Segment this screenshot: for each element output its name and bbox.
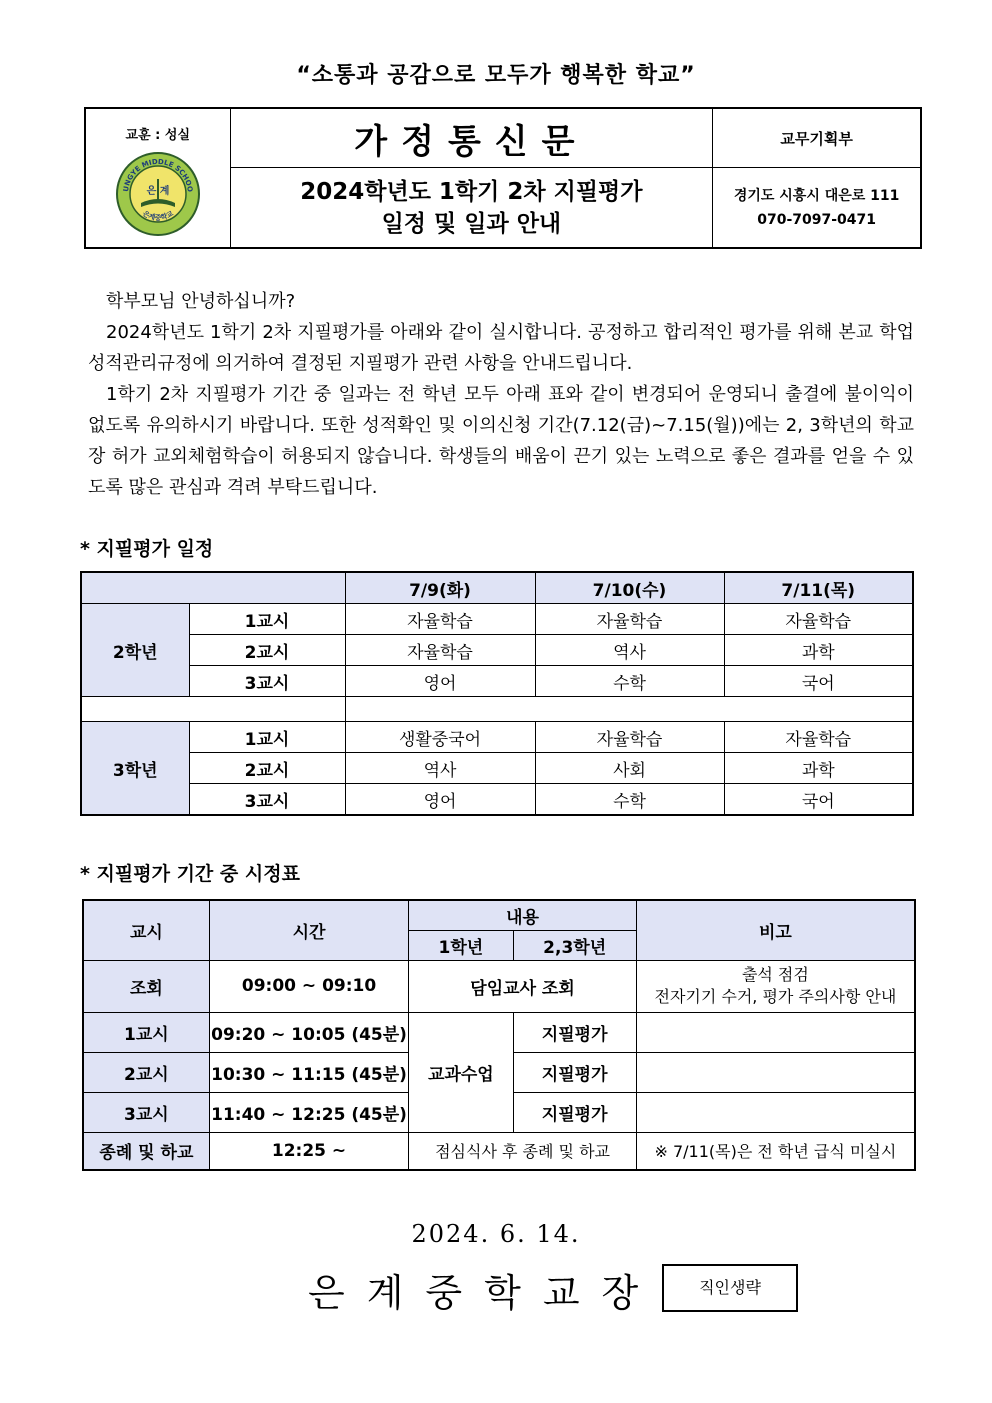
period-label: 2교시 [189, 753, 345, 784]
period-label: 3교시 [189, 666, 345, 697]
subject-cell: 국어 [724, 666, 913, 697]
grade23-activity: 지필평가 [513, 1052, 636, 1092]
subtitle-line-1: 2024학년도 1학기 2차 지필평가 [300, 178, 643, 205]
note-line: 출석 점검 [741, 965, 809, 984]
greeting: 학부모님 안녕하십니까? [106, 291, 296, 312]
note-line: 전자기기 수거, 평가 주의사항 안내 [654, 987, 897, 1006]
dismissal-content: 점심식사 후 종례 및 하교 [409, 1132, 637, 1170]
period-label: 2교시 [189, 635, 345, 666]
exam-schedule-table [80, 571, 914, 816]
issue-date: 2024. 6. 14. [411, 1220, 581, 1248]
homeroom-label: 조회 [83, 960, 209, 1012]
date-header: 7/11(목) [724, 572, 913, 604]
period-label: 3교시 [189, 784, 345, 816]
grade-label: 3학년 [81, 722, 189, 816]
grade23-header: 2,3학년 [513, 930, 636, 960]
subject-cell: 자율학습 [345, 604, 535, 635]
homeroom-note [636, 960, 915, 1012]
grade23-activity: 지필평가 [513, 1092, 636, 1132]
subject-cell: 영어 [345, 666, 535, 697]
subject-cell: 자율학습 [724, 722, 913, 753]
subtitle-line-2: 일정 및 일과 안내 [381, 210, 562, 237]
note-header: 비고 [636, 900, 915, 960]
period-time: 09:20 ~ 10:05 (45분) [209, 1012, 408, 1052]
note-cell [636, 1092, 915, 1132]
timetable-table [82, 899, 916, 1171]
date-header: 7/9(화) [345, 572, 535, 604]
school-logo-icon [115, 151, 201, 237]
school-phone: 070-7097-0471 [757, 211, 876, 228]
subject-cell: 역사 [535, 635, 724, 666]
principal-name: 은계중학교장 [308, 1271, 661, 1315]
dismissal-time: 12:25 ~ [209, 1132, 408, 1170]
grade1-header: 1학년 [409, 930, 513, 960]
subject-cell: 자율학습 [535, 722, 724, 753]
subject-cell: 과학 [724, 753, 913, 784]
school-slogan: “소통과 공감으로 모두가 행복한 학교” [296, 63, 696, 88]
exam-schedule-heading: * 지필평가 일정 [80, 538, 214, 560]
subject-cell: 과학 [724, 635, 913, 666]
subject-cell: 역사 [345, 753, 535, 784]
subject-cell: 영어 [345, 784, 535, 816]
period-time: 11:40 ~ 12:25 (45분) [209, 1092, 408, 1132]
paragraph-1: 2024학년도 1학기 2차 지필평가를 아래와 같이 실시합니다. 공정하고 합리적인 평가를 위해 본교 학업성적관리규정에 의거하여 결정된 지필평가 관련 사항을 안내드립니다. [88, 322, 914, 374]
spacer-cell [345, 697, 913, 722]
subject-cell: 자율학습 [724, 604, 913, 635]
homeroom-time: 09:00 ~ 09:10 [209, 960, 408, 1012]
period-label: 3교시 [83, 1092, 209, 1132]
period-label: 1교시 [189, 604, 345, 635]
school-address: 경기도 시흥시 대은로 111 [733, 187, 900, 204]
timetable-heading: * 지필평가 기간 중 시정표 [80, 863, 300, 885]
newsletter-title: 가정통신문 [230, 108, 713, 168]
period-header: 교시 [83, 900, 209, 960]
note-cell [636, 1052, 915, 1092]
grade23-activity: 지필평가 [513, 1012, 636, 1052]
grade-label: 2학년 [81, 604, 189, 697]
school-motto-cell [85, 108, 230, 248]
subject-cell: 자율학습 [535, 604, 724, 635]
period-label: 1교시 [189, 722, 345, 753]
subject-cell: 자율학습 [345, 635, 535, 666]
spacer-cell [81, 697, 345, 722]
newsletter-subtitle [230, 168, 713, 249]
subject-cell: 생활중국어 [345, 722, 535, 753]
table-corner [81, 572, 345, 604]
svg-text:은계중학교: 은계중학교 [140, 209, 175, 222]
note-cell [636, 1012, 915, 1052]
school-contact [713, 168, 921, 249]
svg-text:EUNGYE MIDDLE SCHOOL: UNGYE MIDDLE SCHOO [121, 157, 194, 193]
dismissal-note: ※ 7/11(목)은 전 학년 급식 미실시 [636, 1132, 915, 1170]
school-motto: 교훈 : 성실 [125, 127, 190, 143]
period-label: 2교시 [83, 1052, 209, 1092]
period-label: 1교시 [83, 1012, 209, 1052]
time-header: 시간 [209, 900, 408, 960]
seal-omitted-box: 직인생략 [662, 1264, 798, 1312]
subject-cell: 사회 [535, 753, 724, 784]
subject-cell: 국어 [724, 784, 913, 816]
svg-text:은 계: 은 계 [146, 185, 170, 197]
period-time: 10:30 ~ 11:15 (45분) [209, 1052, 408, 1092]
newsletter-header [84, 107, 922, 249]
letter-body [88, 286, 914, 503]
subject-cell: 수학 [535, 666, 724, 697]
paragraph-2: 1학기 2차 지필평가 기간 중 일과는 전 학년 모두 아래 표와 같이 변경되어 운영되니 출결에 불이익이 없도록 유의하시기 바랍니다. 또한 성적확인 및 이의신청 기간(7.12(금)~7.15(월))에는 2, 3학년의 학교장 허가 교외체험학습이 허용되지 않습니다. 학생들의 배움이 끈기 있는 노력으로 좋은 결과를 얻을 수 있도록 많은 관심과 격려 부탁드립니다. [88, 384, 914, 498]
homeroom-content: 담임교사 조회 [409, 960, 637, 1012]
grade1-class-cell: 교과수업 [409, 1012, 513, 1132]
department: 교무기획부 [713, 108, 921, 168]
dismissal-label: 종례 및 하교 [83, 1132, 209, 1170]
subject-cell: 수학 [535, 784, 724, 816]
content-header: 내용 [409, 900, 637, 930]
date-header: 7/10(수) [535, 572, 724, 604]
